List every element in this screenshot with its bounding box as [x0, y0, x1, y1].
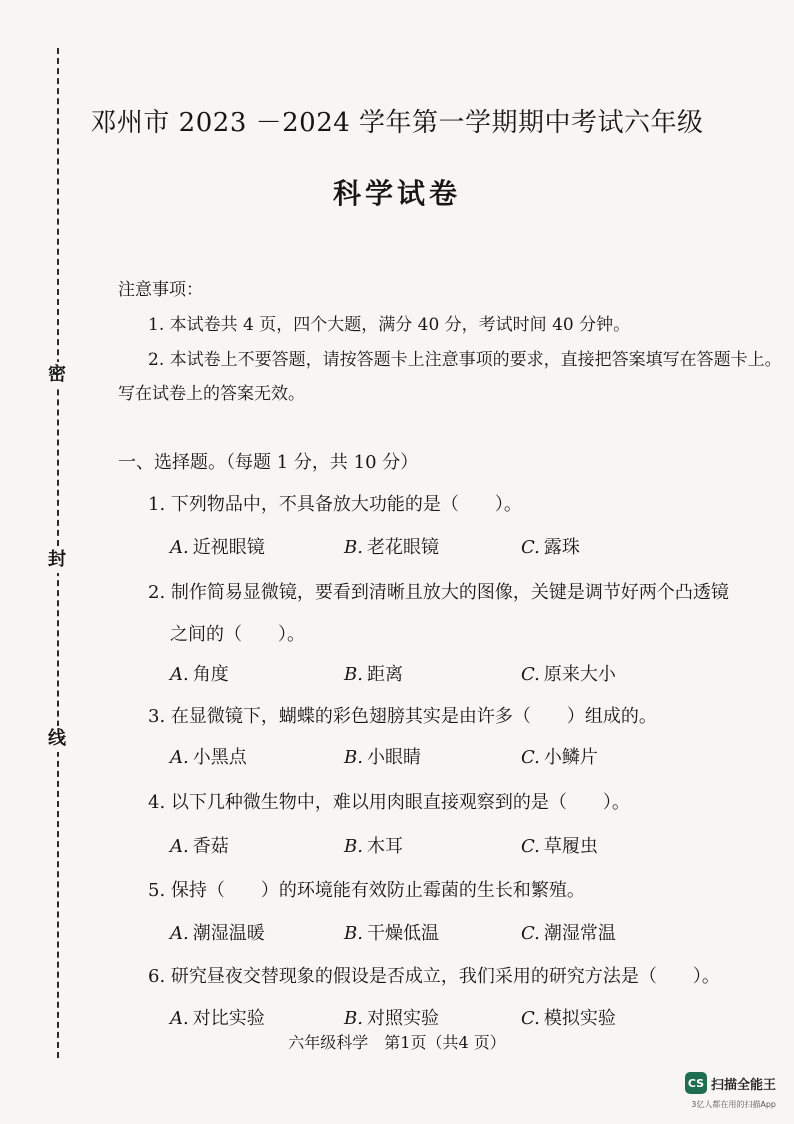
section-heading: 一、选择题。（每题 1 分，共 10 分） — [118, 452, 419, 473]
question-6-option-b — [344, 1004, 439, 1030]
scanner-app-name: 扫描全能王 — [710, 1077, 776, 1093]
scanner-watermark — [685, 1072, 776, 1094]
question-4-option-a — [170, 832, 229, 858]
option-letter: B. — [344, 1008, 363, 1029]
question-1-option-c — [521, 533, 580, 559]
question-2-stem-continued: 之间的（ ）。 — [170, 624, 305, 645]
camscanner-logo-icon: CS — [685, 1072, 707, 1094]
note-item: 写在试卷上的答案无效。 — [118, 384, 305, 404]
option-letter: B. — [344, 923, 363, 944]
seal-char-mi: 密 — [44, 362, 70, 388]
seal-char-xian: 线 — [44, 726, 70, 752]
option-letter: B. — [344, 664, 363, 685]
option-text: 角度 — [192, 664, 229, 685]
question-6-option-a — [170, 1004, 265, 1030]
question-4-option-c — [521, 832, 598, 858]
question-2-stem: 2. 制作简易显微镜，要看到清晰且放大的图像，关键是调节好两个凸透镜 — [148, 582, 729, 603]
question-3-stem: 3. 在显微镜下，蝴蝶的彩色翅膀其实是由许多（ ）组成的。 — [148, 706, 657, 727]
option-text: 老花眼镜 — [366, 537, 439, 558]
option-text: 木耳 — [366, 836, 403, 857]
question-1-stem: 1. 下列物品中，不具备放大功能的是（ ）。 — [148, 494, 522, 515]
option-text: 距离 — [366, 664, 403, 685]
option-letter: C. — [521, 664, 540, 685]
option-letter: B. — [344, 537, 363, 558]
option-text: 干燥低温 — [366, 923, 439, 944]
question-6-option-c — [521, 1004, 616, 1030]
note-item: 1. 本试卷共 4 页，四个大题，满分 40 分，考试时间 40 分钟。 — [148, 315, 631, 335]
option-text: 潮湿常温 — [543, 923, 616, 944]
question-2-option-a — [170, 660, 229, 686]
option-text: 原来大小 — [543, 664, 616, 685]
option-text: 香菇 — [192, 836, 229, 857]
note-item: 2. 本试卷上不要答题，请按答题卡上注意事项的要求，直接把答案填写在答题卡上。 — [148, 350, 782, 370]
option-letter: B. — [344, 747, 363, 768]
question-6-stem: 6. 研究昼夜交替现象的假设是否成立，我们采用的研究方法是（ ）。 — [148, 966, 720, 987]
question-4-option-b — [344, 832, 403, 858]
question-5-option-b — [344, 919, 439, 945]
question-2-option-b — [344, 660, 403, 686]
option-text: 小鳞片 — [543, 747, 598, 768]
question-3-option-b — [344, 743, 421, 769]
option-letter: C. — [521, 1008, 540, 1029]
option-letter: A. — [170, 664, 189, 685]
option-letter: C. — [521, 747, 540, 768]
option-letter: C. — [521, 537, 540, 558]
option-letter: A. — [170, 923, 189, 944]
seal-char-feng: 封 — [44, 547, 70, 573]
option-text: 草履虫 — [543, 836, 598, 857]
question-1-option-a — [170, 533, 265, 559]
option-text: 潮湿温暖 — [192, 923, 265, 944]
option-letter: A. — [170, 537, 189, 558]
option-letter: A. — [170, 747, 189, 768]
option-text: 对比实验 — [192, 1008, 265, 1029]
option-text: 近视眼镜 — [192, 537, 265, 558]
question-3-option-c — [521, 743, 598, 769]
option-text: 小黑点 — [192, 747, 247, 768]
question-5-option-c — [521, 919, 616, 945]
question-4-stem: 4. 以下几种微生物中，难以用肉眼直接观察到的是（ ）。 — [148, 792, 630, 813]
question-5-option-a — [170, 919, 265, 945]
option-letter: C. — [521, 836, 540, 857]
notes-heading: 注意事项： — [118, 280, 203, 300]
exam-subtitle: 科学试卷 — [332, 177, 461, 210]
page-footer: 六年级科学 第1页（共4 页） — [288, 1033, 506, 1052]
question-2-option-c — [521, 660, 616, 686]
question-3-option-a — [170, 743, 247, 769]
option-letter: A. — [170, 1008, 189, 1029]
option-letter: C. — [521, 923, 540, 944]
option-letter: B. — [344, 836, 363, 857]
scanner-tagline: 3亿人都在用的扫描App — [691, 1100, 776, 1109]
question-5-stem: 5. 保持（ ）的环境能有效防止霉菌的生长和繁殖。 — [148, 880, 585, 901]
option-letter: A. — [170, 836, 189, 857]
option-text: 模拟实验 — [543, 1008, 616, 1029]
exam-title: 邓州市 2023 －2024 学年第一学期期中考试六年级 — [90, 108, 704, 138]
option-text: 小眼睛 — [366, 747, 421, 768]
option-text: 露珠 — [543, 537, 580, 558]
option-text: 对照实验 — [366, 1008, 439, 1029]
question-1-option-b — [344, 533, 439, 559]
